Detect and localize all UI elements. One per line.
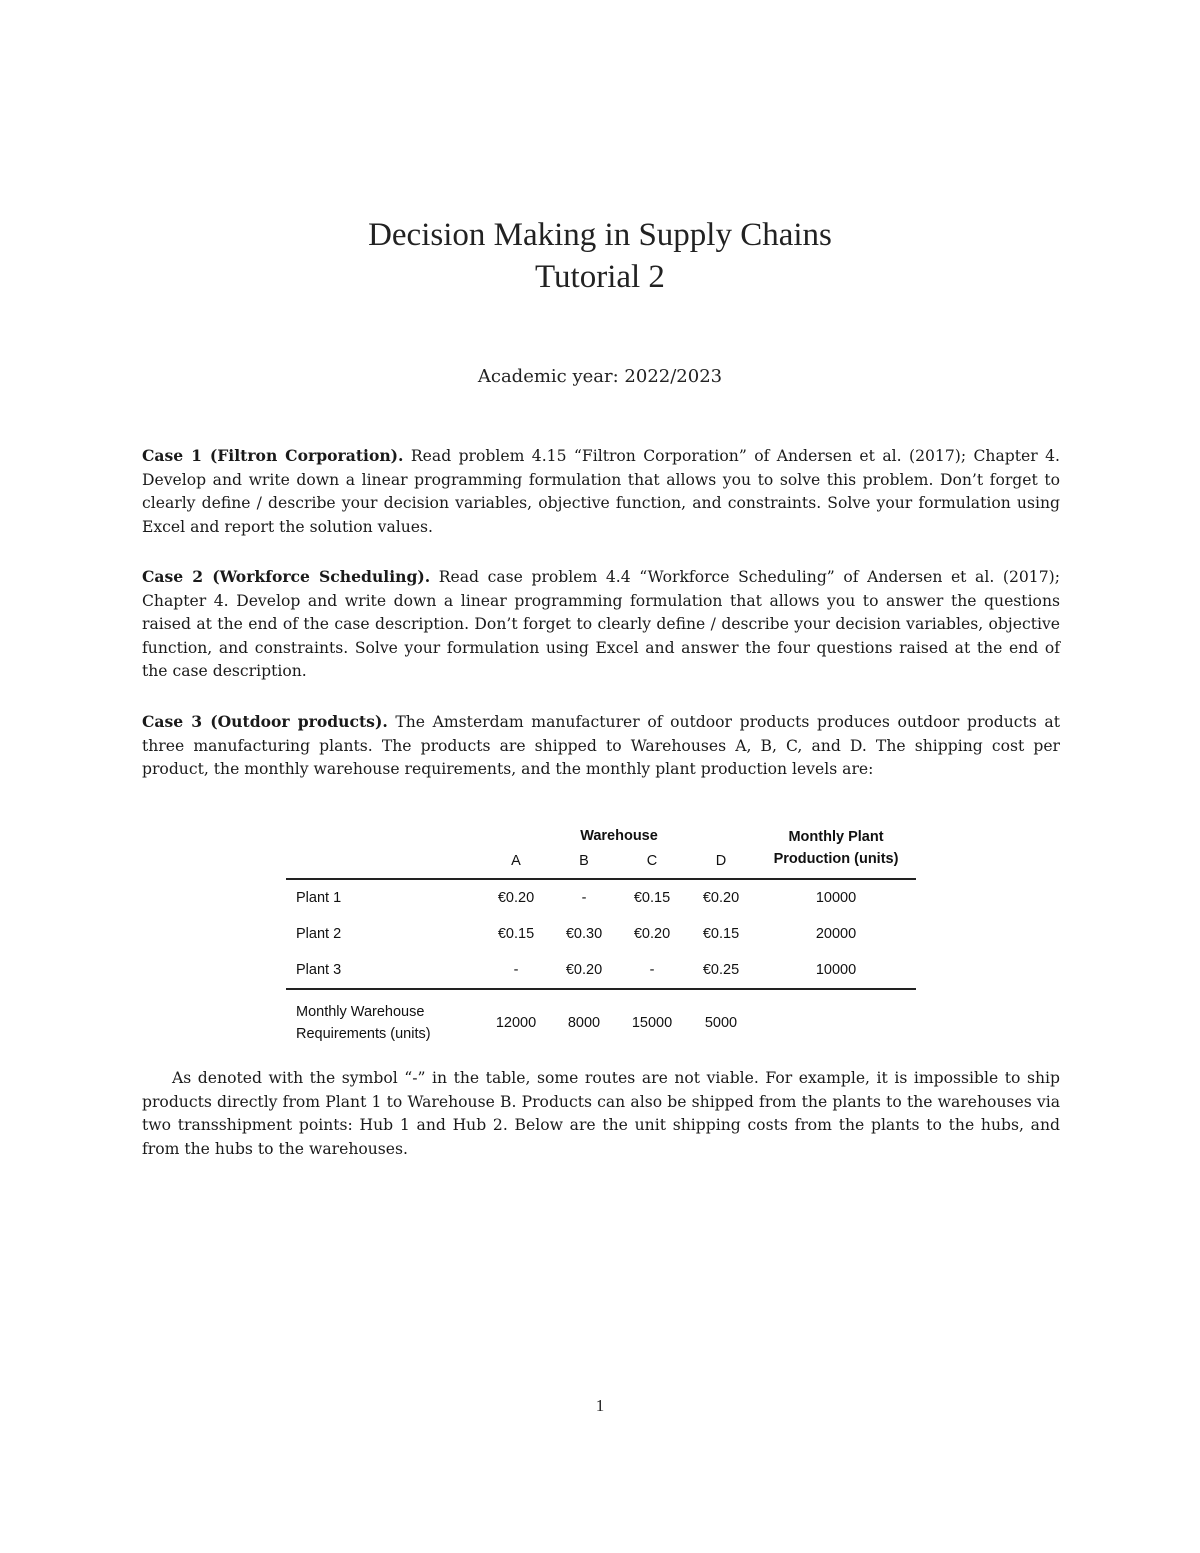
requirements-label-line-1: Monthly Warehouse <box>296 1004 425 1020</box>
case-3-text: The Amsterdam manufacturer of outdoor products produces outdoor products at three manufacturing plants. The products are shipped to Warehouses A, B, C, and D. The shipping cost per product, the monthly warehouse requirements, and the monthly plant production levels are: <box>142 713 1060 778</box>
requirements-row <box>286 989 916 1056</box>
document-title <box>0 214 1200 298</box>
table-cell: €0.25 <box>702 962 740 978</box>
case-2-paragraph <box>142 565 1060 684</box>
warehouse-header: Warehouse <box>580 828 658 844</box>
requirements-label <box>286 989 482 1056</box>
column-header-a: A <box>482 844 550 879</box>
empty-cell <box>756 989 916 1056</box>
title-line-1: Decision Making in Supply Chains <box>368 217 832 253</box>
production-cell: 20000 <box>815 926 857 942</box>
table-corner-lower <box>286 844 482 879</box>
table-row <box>286 952 916 989</box>
production-header-line-2: Production (units) <box>773 851 899 867</box>
case-3-heading: Case 3 (Outdoor products). <box>142 712 388 731</box>
table-cell: €0.20 <box>633 926 671 942</box>
shipping-cost-table <box>286 818 916 1056</box>
table-cell: €0.15 <box>497 926 535 942</box>
production-header <box>756 818 916 879</box>
academic-year: Academic year: 2022/2023 <box>477 366 723 387</box>
table-cell: €0.30 <box>565 926 603 942</box>
requirement-cell: 12000 <box>482 989 550 1056</box>
production-cell: 10000 <box>815 890 857 906</box>
case-2-heading: Case 2 (Workforce Scheduling). <box>142 567 431 586</box>
case-3-paragraph <box>142 710 1060 782</box>
routes-note-paragraph: As denoted with the symbol “-” in the table, some routes are not viable. For example, it is impossible to ship products directly from Plant 1 to Warehouse B. Products can also be shipped from the plants to the warehouses via two transshipment points: Hub 1 and Hub 2. Below are the unit shipping costs from the plants to the hubs, and from the hubs to the warehouses. <box>142 1069 1060 1158</box>
column-header-b: B <box>550 844 618 879</box>
title-line-2: Tutorial 2 <box>535 259 665 295</box>
table-cell: - <box>581 890 587 906</box>
table-cell: - <box>513 962 519 978</box>
requirements-label-line-2: Requirements (units) <box>296 1026 431 1042</box>
production-header-line-1: Monthly Plant <box>788 829 884 845</box>
column-header-d: D <box>686 844 756 879</box>
requirement-cell: 15000 <box>618 989 686 1056</box>
table-cell: €0.20 <box>497 890 535 906</box>
case-2-text: Read case problem 4.4 “Workforce Scheduling” of Andersen et al. (2017); Chapter 4. Develop and write down a linear programming formulation that allows you to answer the questions raised at the end of the case description. Don’t forget to clearly define / describe your decision variables, objective function, and constraints. Solve your formulation using Excel and answer the four questions raised at the end of the case description. <box>142 568 1060 680</box>
table-cell: €0.20 <box>702 890 740 906</box>
production-cell: 10000 <box>815 962 857 978</box>
table-cell: €0.20 <box>565 962 603 978</box>
page-number: 1 <box>595 1396 605 1415</box>
requirement-cell: 5000 <box>686 989 756 1056</box>
row-label: Plant 2 <box>296 926 342 942</box>
column-header-c: C <box>618 844 686 879</box>
table-corner <box>286 818 482 844</box>
table-cell: €0.15 <box>702 926 740 942</box>
table-row <box>286 916 916 952</box>
table-row <box>286 879 916 916</box>
table-cell: - <box>649 962 655 978</box>
case-1-paragraph <box>142 444 1060 539</box>
case-1-text: Read problem 4.15 “Filtron Corporation” of Andersen et al. (2017); Chapter 4. Develop and write down a linear programming formulation that allows you to solve this problem. Don’t forget to clearly define / describe your decision variables, objective function, and constraints. Solve your formulation using Excel and report the solution values. <box>142 447 1060 536</box>
row-label: Plant 3 <box>296 962 342 978</box>
table-cell: €0.15 <box>633 890 671 906</box>
case-1-heading: Case 1 (Filtron Corporation). <box>142 446 404 465</box>
row-label: Plant 1 <box>296 890 342 906</box>
requirement-cell: 8000 <box>550 989 618 1056</box>
